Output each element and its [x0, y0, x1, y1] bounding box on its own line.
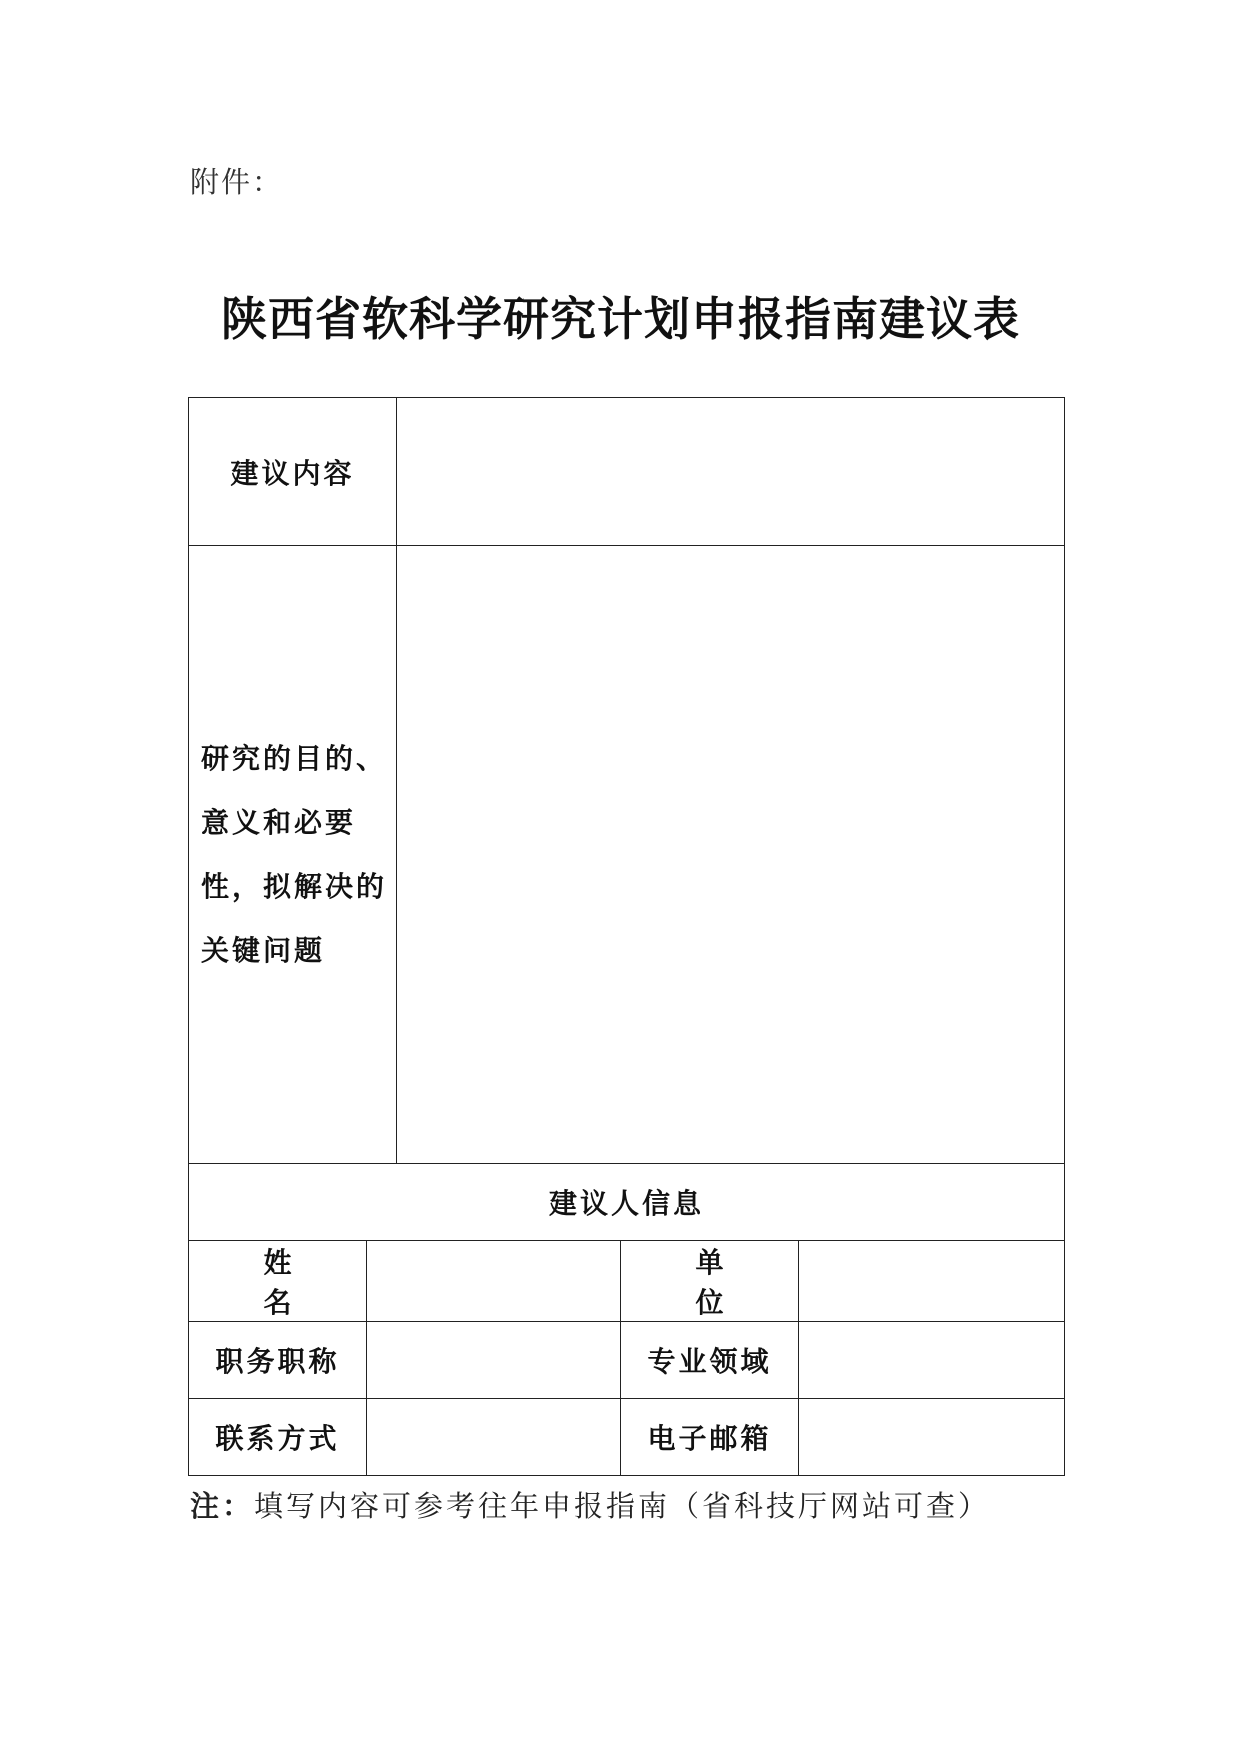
page-title: 陕西省软科学研究计划申报指南建议表 — [221, 292, 1020, 346]
unit-label: 单 位 — [621, 1241, 799, 1322]
footnote-text: 填写内容可参考往年申报指南（省科技厅网站可查） — [254, 1489, 991, 1523]
footnote — [190, 1484, 990, 1525]
position-title-input[interactable] — [367, 1322, 621, 1399]
professional-field-label: 专业领域 — [621, 1322, 799, 1399]
suggestion-form-table — [188, 397, 1065, 1476]
professional-field-input[interactable] — [799, 1322, 1065, 1399]
email-label: 电子邮箱 — [621, 1399, 799, 1476]
position-title-label: 职务职称 — [189, 1322, 367, 1399]
unit-input[interactable] — [799, 1241, 1065, 1322]
contact-input[interactable] — [367, 1399, 621, 1476]
research-purpose-label: 研究的目的、意义和必要性，拟解决的关键问题 — [189, 546, 397, 1164]
email-input[interactable] — [799, 1399, 1065, 1476]
suggestion-content-label: 建议内容 — [189, 398, 397, 546]
contact-label: 联系方式 — [189, 1399, 367, 1476]
proposer-info-heading: 建议人信息 — [189, 1164, 1065, 1241]
name-input[interactable] — [367, 1241, 621, 1322]
name-label: 姓 名 — [189, 1241, 367, 1322]
footnote-prefix: 注： — [190, 1489, 255, 1523]
research-purpose-input[interactable] — [397, 546, 1065, 1164]
suggestion-content-input[interactable] — [397, 398, 1065, 546]
attachment-label: 附件： — [190, 165, 284, 199]
